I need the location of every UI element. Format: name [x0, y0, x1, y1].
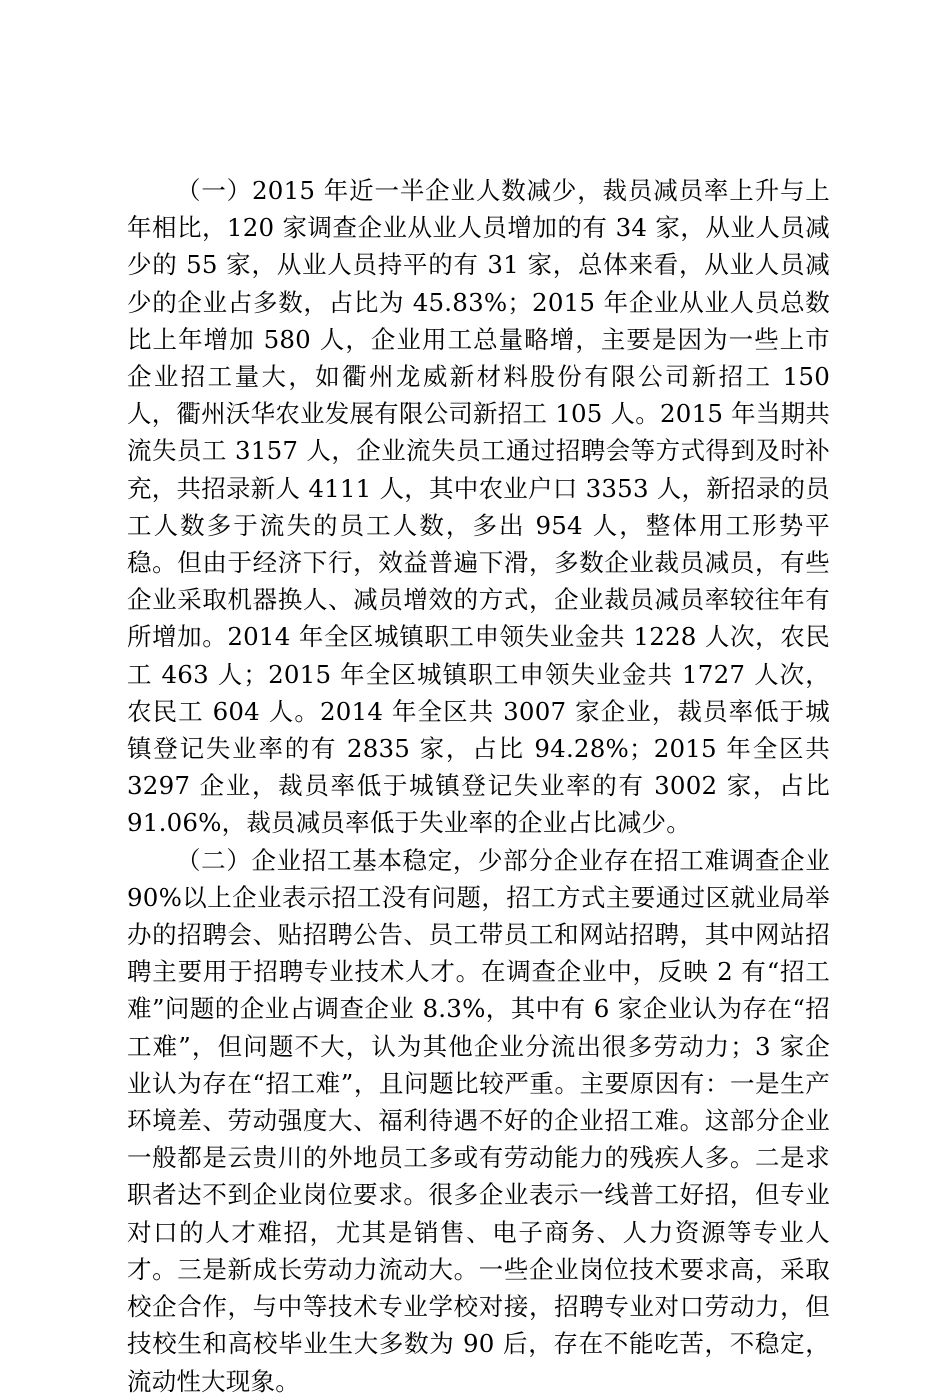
paragraph-1: （一）2015 年近一半企业人数减少，裁员减员率上升与上年相比，120 家调查企业从业人员增加的有 34 家，从业人员减少的 55 家，从业人员持平的有 31 家，总体来看，从业人员减少的企业占多数，占比为 45.83%；2015 年企业从业人员总数比上年增加 580 人，企业用工总量略增，主要是因为一些上市企业招工量大，如衢州龙威新材料股份有限公司新招工 150 人，衢州沃华农业发展有限公司新招工 105 人。2015 年当期共流失员工 3157 人，企业流失员工通过招聘会等方式得到及时补充，共招录新人 4111 人，其中农业户口 3353 人，新招录的员工人数多于流失的员工人数，多出 954 人，整体用工形势平稳。但由于经济下行，效益普遍下滑，多数企业裁员减员，有些企业采取机器换人、减员增效的方式，企业裁员减员率较往年有所增加。2014 年全区城镇职工申领失业金共 1228 人次，农民工 463 人；2015 年全区城镇职工申领失业金共 1727 人次，农民工 604 人。2014 年全区共 3007 家企业，裁员率低于城镇登记失业率的有 2835 家，占比 94.28%；2015 年全区共 3297 企业，裁员率低于城镇登记失业率的有 3002 家，占比 91.06%，裁员减员率低于失业率的企业占比减少。: [127, 176, 830, 838]
document-body: [127, 172, 830, 1400]
paragraph-2: （二）企业招工基本稳定，少部分企业存在招工难调查企业 90%以上企业表示招工没有问题，招工方式主要通过区就业局举办的招聘会、贴招聘公告、员工带员工和网站招聘，其中网站招聘主要用于招聘专业技术人才。在调查企业中，反映 2 有“招工难”问题的企业占调查企业 8.3%，其中有 6 家企业认为存在“招工难”，但问题不大，认为其他企业分流出很多劳动力；3 家企业认为存在“招工难”，且问题比较严重。主要原因有：一是生产环境差、劳动强度大、福利待遇不好的企业招工难。这部分企业一般都是云贵川的外地员工多或有劳动能力的残疾人多。二是求职者达不到企业岗位要求。很多企业表示一线普工好招，但专业对口的人才难招，尤其是销售、电子商务、人力资源等专业人才。三是新成长劳动力流动大。一些企业岗位技术要求高，采取校企合作，与中等技术专业学校对接，招聘专业对口劳动力，但技校生和高校毕业生大多数为 90 后，存在不能吃苦，不稳定，流动性大现象。: [127, 845, 830, 1396]
